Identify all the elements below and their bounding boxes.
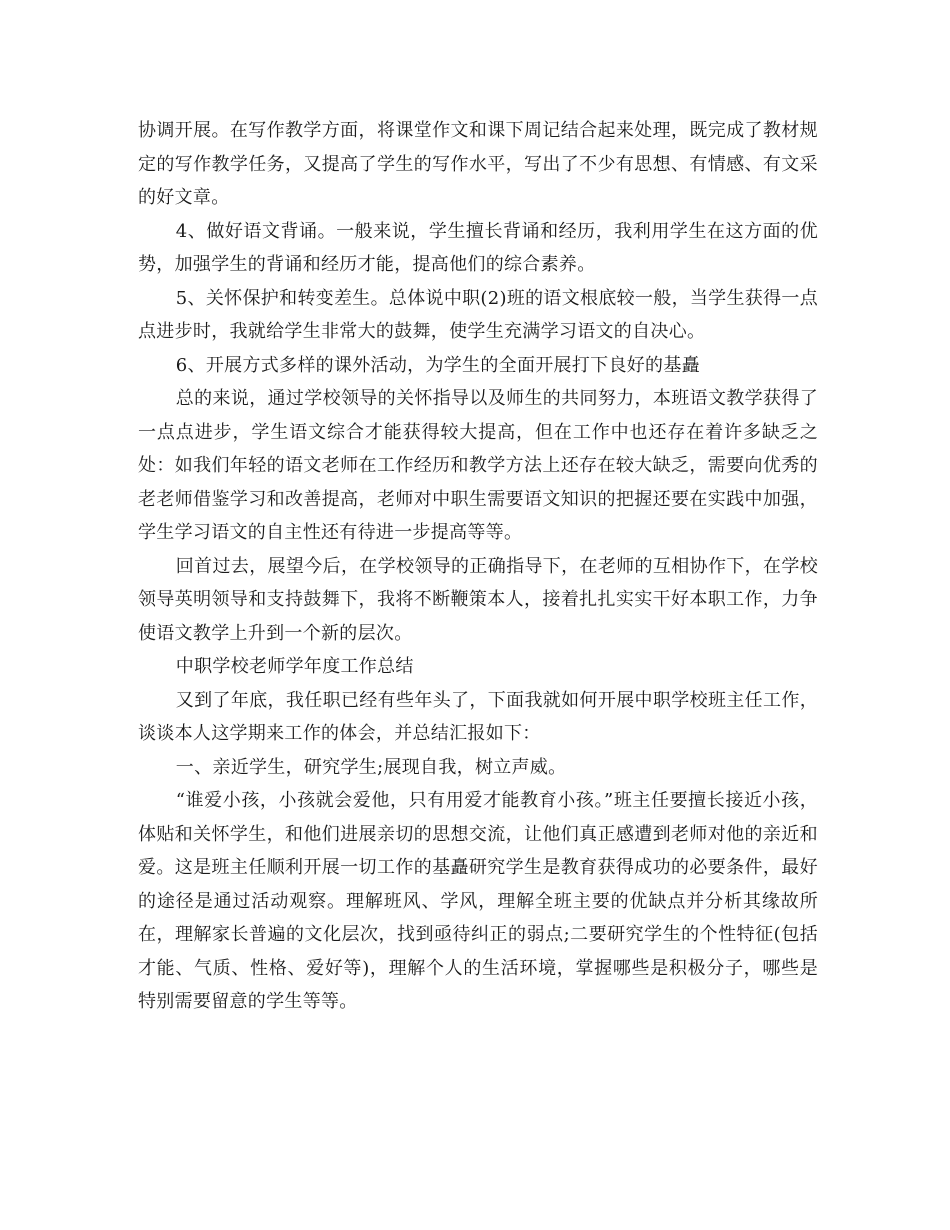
document-body [138,114,818,1019]
paragraph-continuation: 协调开展。在写作教学方面，将课堂作文和课下周记结合起来处理，既完成了教材规定的写作教学任务，又提高了学生的写作水平，写出了不少有思想、有情感、有文采的好文章。 [138,120,818,208]
paragraph-item-6: 6、开展方式多样的课外活动，为学生的全面开展打下良好的基矗 [175,354,700,376]
paragraph-item-5: 5、关怀保护和转变差生。总体说中职(2)班的语文根底较一般，当学生获得一点点进步时，我就给学生非常大的鼓舞，使学生充满学习语文的自决心。 [138,287,818,342]
section-title: 中职学校老师学年度工作总结 [175,656,414,677]
section-heading-one: 一、亲近学生，研究学生;展现自我，树立声威。 [175,756,567,778]
paragraph-intro: 又到了年底，我任职已经有些年头了，下面我就如何开展中职学校班主任工作，谈谈本人这学期来工作的体会，并总结汇报如下： [138,689,818,744]
paragraph-summary: 总的来说，通过学校领导的关怀指导以及师生的共同努力，本班语文教学获得了一点点进步，学生语文综合才能获得较大提高，但在工作中也还存在着许多缺乏之处：如我们年轻的语文老师在工作经历和教学方法上还存在较大缺乏，需要向优秀的老老师借鉴学习和改善提高，老师对中职生需要语文知识的把握还要在实践中加强，学生学习语文的自主性还有待进一步提高等等。 [138,388,818,543]
paragraph-quote-body: “谁爱小孩，小孩就会爱他，只有用爱才能教育小孩。”班主任要擅长接近小孩，体贴和关怀学生，和他们进展亲切的思想交流，让他们真正感遭到老师对他的亲近和爱。这是班主任顺利开展一切工作的基矗研究学生是教育获得成功的必要条件，最好的途径是通过活动观察。理解班风、学风，理解全班主要的优缺点并分析其缘故所在，理解家长普遍的文化层次，找到亟待纠正的弱点;二要研究学生的个性特征(包括才能、气质、性格、爱好等)，理解个人的生活环境，掌握哪些是积极分子，哪些是特别需要留意的学生等等。 [138,790,818,1012]
paragraph-outlook: 回首过去，展望今后，在学校领导的正确指导下，在老师的互相协作下，在学校领导英明领导和支持鼓舞下，我将不断鞭策本人，接着扎扎实实干好本职工作，力争使语文教学上升到一个新的层次。 [138,555,818,644]
paragraph-item-4: 4、做好语文背诵。一般来说，学生擅长背诵和经历，我利用学生在这方面的优势，加强学生的背诵和经历才能，提高他们的综合素养。 [138,220,818,275]
